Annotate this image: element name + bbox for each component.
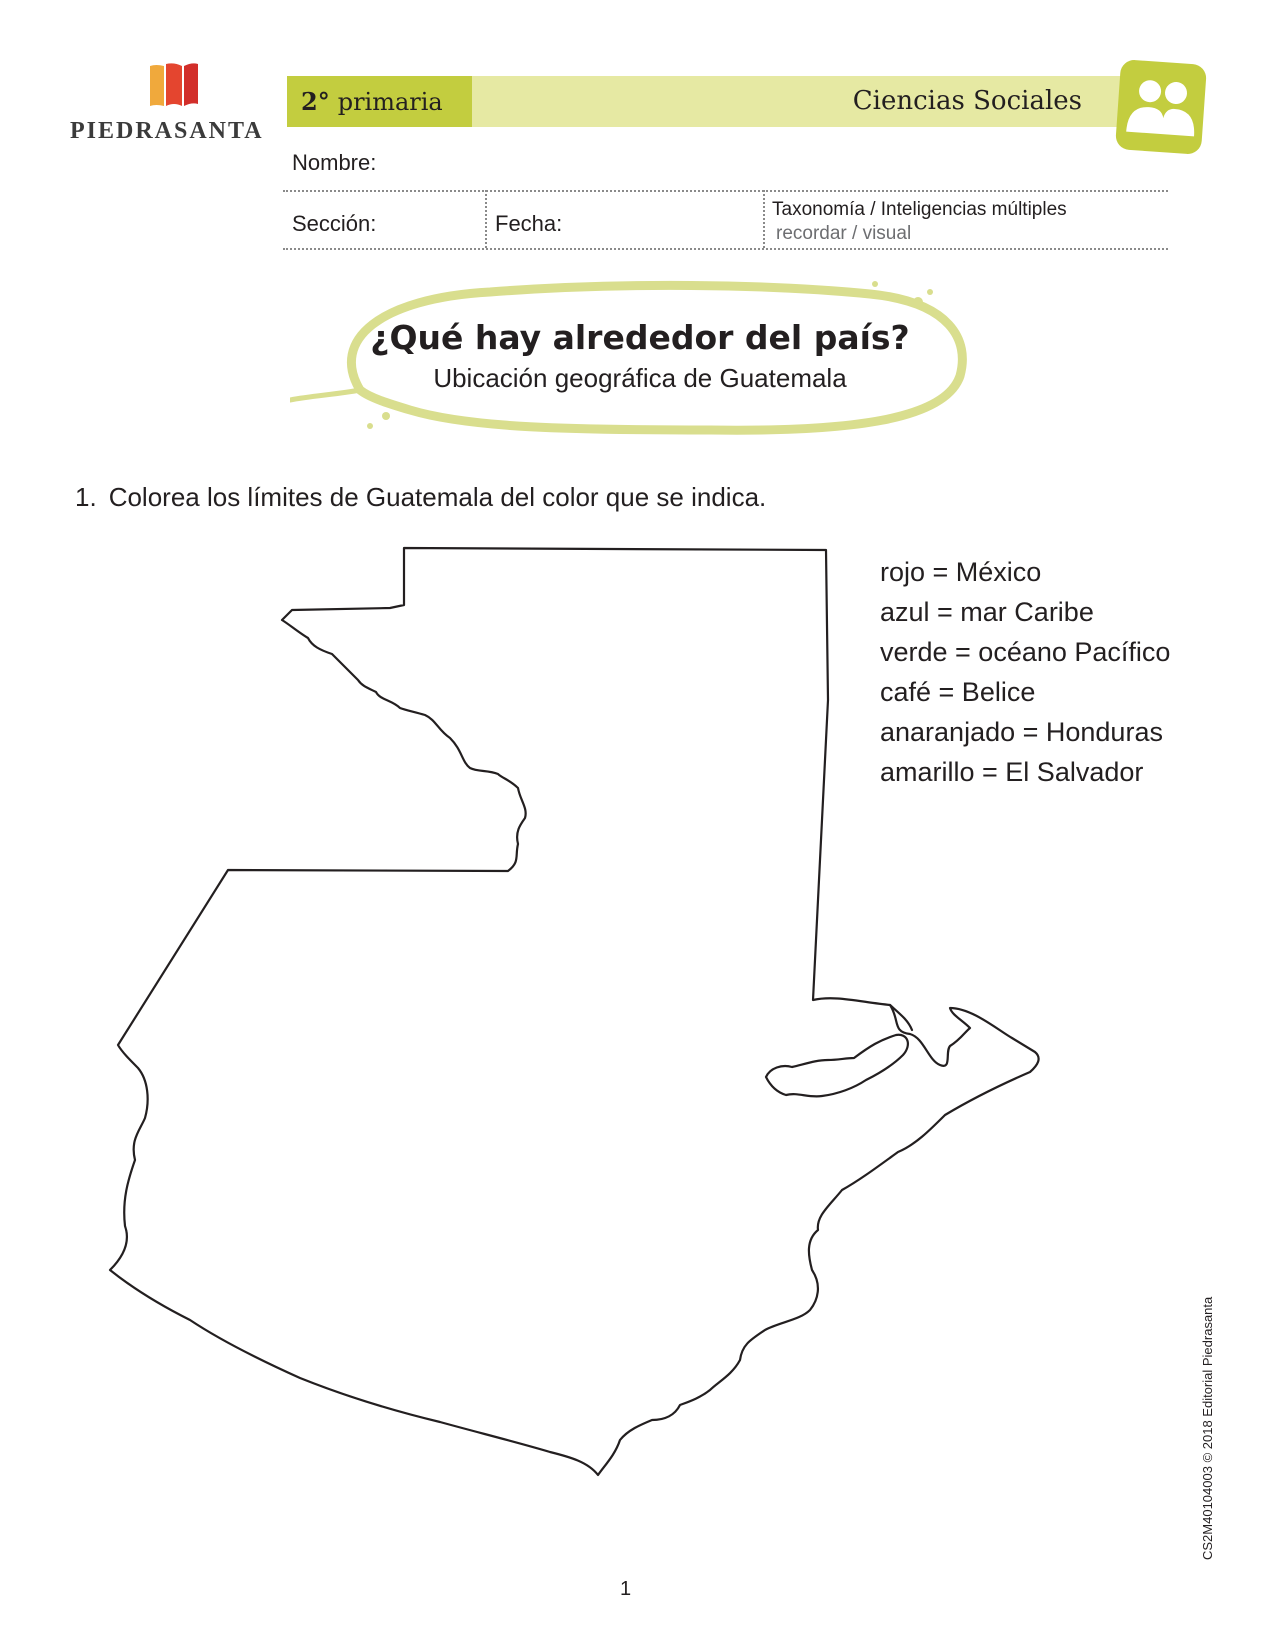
legend-item-mexico: rojo = México (880, 557, 1042, 587)
speech-bubble (290, 280, 980, 440)
rio-dulce (890, 1005, 912, 1030)
copyright-note: CS2M40104003 © 2018 Editorial Piedrasanta (1200, 1296, 1215, 1560)
legend-item-el-salvador: amarillo = El Salvador (880, 757, 1144, 787)
legend-item-pacific: verde = océano Pacífico (880, 637, 1171, 667)
divider (283, 190, 1168, 192)
grade-label (287, 76, 472, 127)
section-label: Sección: (292, 211, 377, 236)
subject-title: Ciencias Sociales (852, 86, 1082, 116)
taxonomy-title: Taxonomía / Inteligencias múltiples (772, 199, 1067, 220)
divider (283, 248, 1168, 250)
divider (485, 190, 487, 248)
name-label: Nombre: (292, 150, 377, 175)
legend-item-honduras: anaranjado = Honduras (880, 717, 1163, 747)
divider (763, 190, 765, 248)
legend-item-caribbean: azul = mar Caribe (880, 597, 1094, 627)
page-title: ¿Qué hay alrededor del país? (370, 318, 910, 357)
brand-name: PIEDRASANTA (70, 118, 264, 144)
guatemala-map[interactable] (100, 540, 1060, 1520)
people-icon (1115, 59, 1207, 155)
legend-item-belize: café = Belice (880, 677, 1036, 707)
lake-izabal (766, 1035, 908, 1097)
grade-number: 2° (301, 87, 330, 116)
grade-text: primaria (337, 87, 443, 116)
instruction-number: 1. (75, 482, 97, 512)
instruction (75, 482, 766, 513)
instruction-text: Colorea los límites de Guatemala del color que se indica. (108, 482, 767, 512)
page-subtitle: Ubicación geográfica de Guatemala (433, 363, 847, 393)
piedrasanta-logo (148, 62, 200, 108)
guatemala-outline (110, 548, 1039, 1475)
taxonomy-value: recordar / visual (776, 223, 912, 244)
page-number: 1 (620, 1578, 632, 1600)
people-badge (1115, 59, 1207, 155)
date-label: Fecha: (495, 211, 563, 236)
